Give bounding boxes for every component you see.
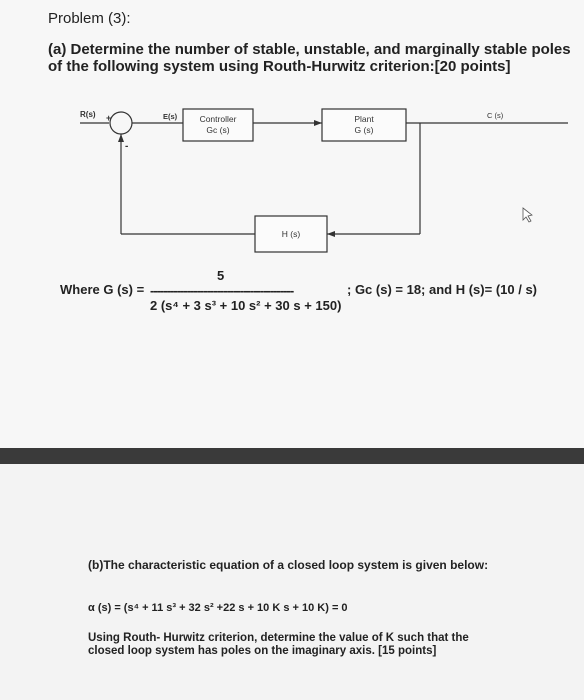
plant-label-2: G (s) xyxy=(354,125,374,135)
feedback-label: H (s) xyxy=(281,229,301,239)
plant-label-1: Plant xyxy=(354,114,374,124)
part-a-line2: of the following system using Routh-Hurwitz criterion:[20 points] xyxy=(48,58,511,75)
controller-label-2: Gc (s) xyxy=(206,125,230,135)
minus-sign: - xyxy=(125,141,129,152)
part-a-heading xyxy=(48,41,571,75)
part-b-intro: (b)The characteristic equation of a closed loop system is given below: xyxy=(88,558,489,572)
part-a-line1: (a) Determine the number of stable, unstable, and marginally stable poles xyxy=(48,41,571,58)
part-b-question-line2: closed loop system has poles on the imaginary axis. [15 points] xyxy=(88,645,437,657)
image-divider-band xyxy=(0,448,584,464)
where-g-label: Where G (s) = xyxy=(60,282,145,297)
summing-junction xyxy=(110,112,132,134)
part-b-question-line1: Using Routh- Hurwitz criterion, determine the value of K such that the xyxy=(88,632,469,644)
controller-label-1: Controller xyxy=(199,114,237,124)
problem-title: Problem (3): xyxy=(48,10,131,27)
part-b-question xyxy=(88,632,469,658)
g-denominator: 2 (s⁴ + 3 s³ + 10 s² + 30 s + 150) xyxy=(150,298,342,313)
g-fraction-bar: ------------------------------------------- xyxy=(150,283,294,298)
input-label: R(s) xyxy=(80,110,96,119)
cursor-icon xyxy=(523,208,532,222)
gc-h-definitions: ; Gc (s) = 18; and H (s)= (10 / s) xyxy=(347,282,537,297)
plus-sign: + xyxy=(106,113,112,123)
page-bottom-section xyxy=(0,464,584,700)
error-label: E(s) xyxy=(163,112,178,121)
block-diagram xyxy=(0,96,584,256)
g-numerator: 5 xyxy=(217,268,225,283)
characteristic-equation: α (s) = (s⁴ + 11 s³ + 32 s² +22 s + 10 K s + 10 K) = 0 xyxy=(88,602,348,614)
output-label: C (s) xyxy=(487,111,504,120)
